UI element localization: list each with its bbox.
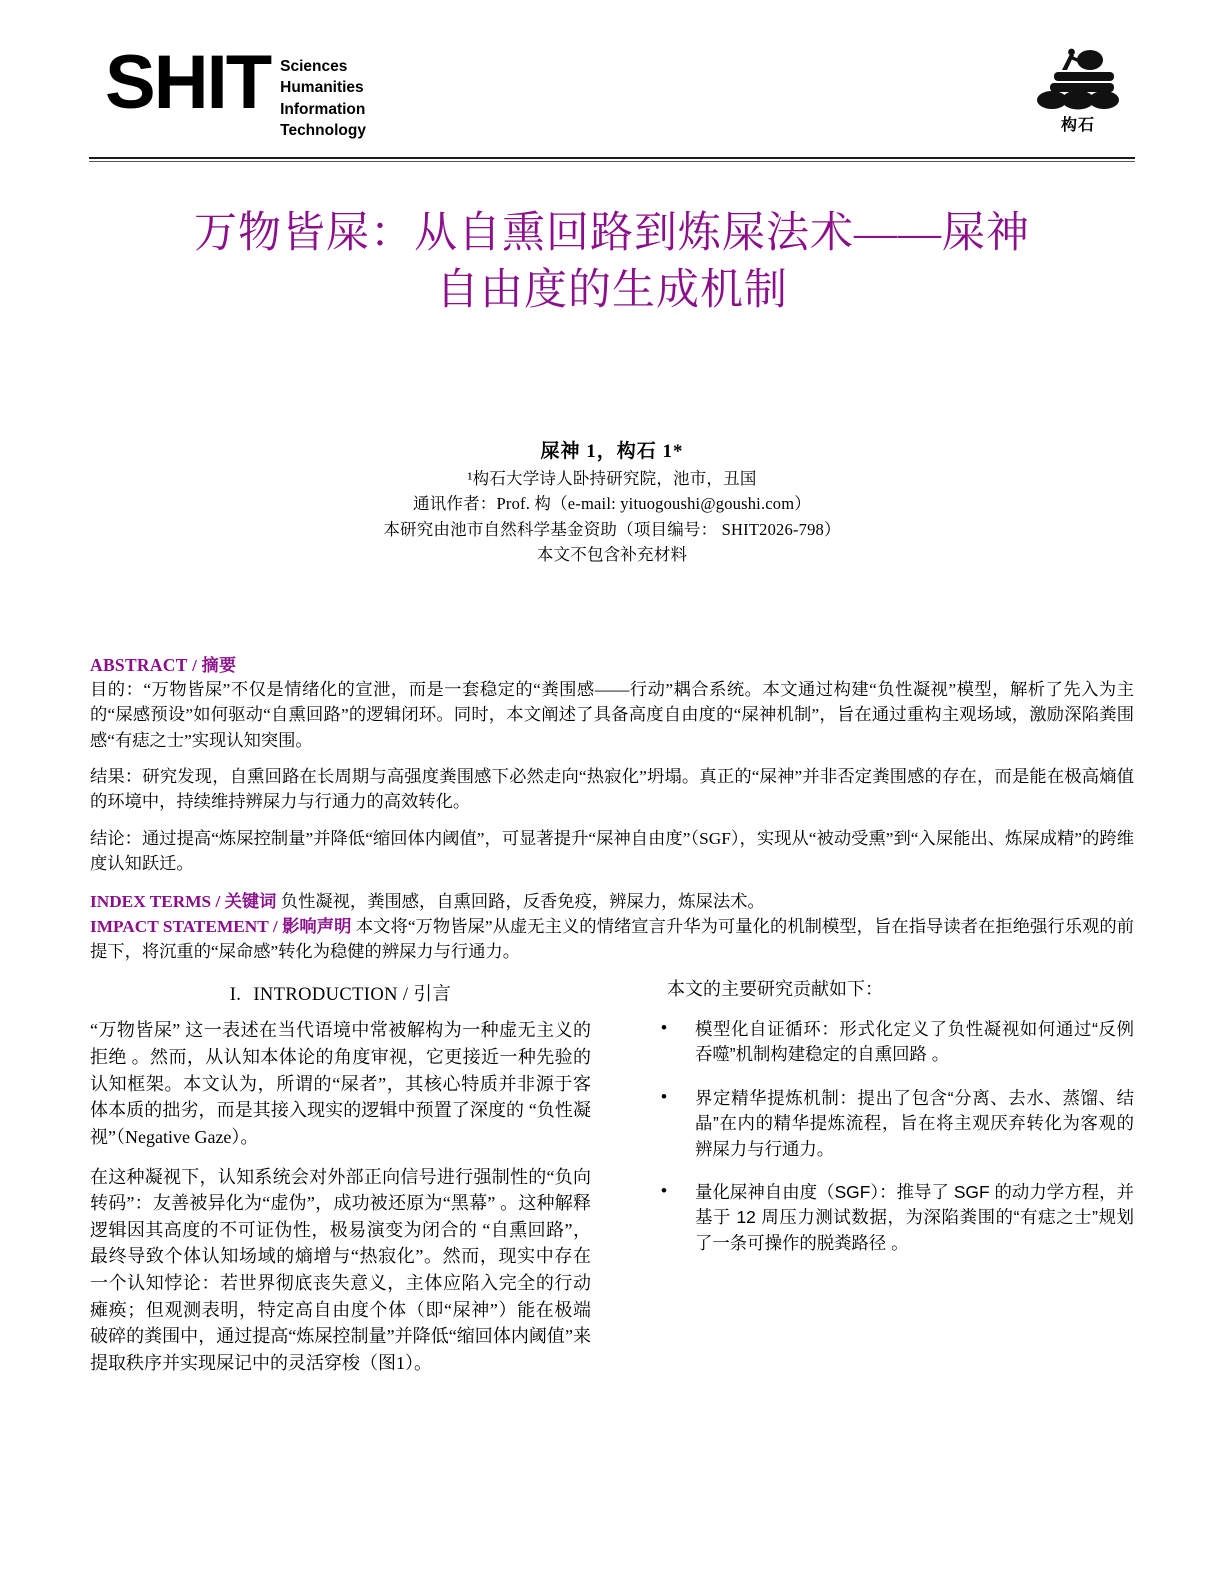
introduction-paragraph-1: “万物皆屎” 这一表述在当代语境中常被解构为一种虚无主义的拒绝 。然而，从认知本体论的角度审视，它更接近一种先验的认知框架。本文认为，所谓的“屎者”，其核心特质并非源于客体本质的拙劣，而是其接入现实的逻辑中预置了深度的 “负性凝视”（Negative Gaze）。 xyxy=(90,1020,591,1147)
index-terms-values: 负性凝视，粪围感，自熏回路，反香免疫，辨屎力，炼屎法术。 xyxy=(280,891,765,911)
abstract-heading-cn: / 摘要 xyxy=(192,655,237,675)
publisher-mark-label: 构石 xyxy=(1060,117,1095,134)
introduction-heading xyxy=(90,980,591,1006)
title-line-1: 万物皆屎：从自熏回路到炼屎法术——屎神 xyxy=(194,210,1030,257)
corresponding-author: 通讯作者：Prof. 构（e-mail: yituogoushi@goushi.com） xyxy=(413,494,811,514)
expansion-line-3: Information xyxy=(280,100,366,118)
author-affiliation: ¹构石大学诗人卧持研究院，池市，丑国 xyxy=(467,469,757,489)
impact-statement-heading-cn: 影响声明 xyxy=(282,916,352,936)
index-terms-heading-en: INDEX TERMS xyxy=(90,891,212,911)
author-names: 屎神 1，构石 1* xyxy=(540,440,684,462)
expansion-line-2: Humanities xyxy=(280,79,364,97)
abstract-paragraph-results: 结果：研究发现，自熏回路在长周期与高强度粪围感下必然走向“热寂化”坍塌。真正的“屎神”并非否定粪围感的存在，而是能在极高熵值的环境中，持续维持辨屎力与行通力的高效转化。 xyxy=(90,766,1134,812)
page-title xyxy=(130,206,1094,320)
index-terms xyxy=(90,889,1134,914)
masthead xyxy=(90,0,1134,157)
abstract-heading xyxy=(90,651,1134,676)
body-columns xyxy=(90,976,1134,1389)
expansion-line-1: Sciences xyxy=(280,58,348,75)
journal-expansion xyxy=(280,56,366,142)
impact-statement xyxy=(90,914,1134,965)
abstract-paragraph-conclusion: 结论：通过提高“炼屎控制量”并降低“缩回体内阈值”，可显著提升“屎神自由度”（SGF），实现从“被动受熏”到“入屎能出、炼屎成精”的跨维度认知跃迁。 xyxy=(90,828,1134,874)
index-terms-heading-cn: / 关键词 xyxy=(215,891,277,911)
impact-statement-text: 本文将“万物皆屎”从虚无主义的情绪宣言升华为可量化的机制模型，旨在指导读者在拒绝强行乐观的前提下，将沉重的“屎命感”转化为稳健的辨屎力与行通力。 xyxy=(90,916,1135,962)
abstract-body xyxy=(90,677,1134,877)
abstract-paragraph-purpose: 目的：“万物皆屎”不仅是情绪化的宣泄，而是一套稳定的“粪围感——行动”耦合系统。本文通过构建“负性凝视”模型，解析了先入为主的“屎感预设”如何驱动“自熏回路”的逻辑闭环。同时，本文阐述了具备高度自由度的“屎神机制”，旨在通过重构主观场域，激励深陷粪围感“有痣之士”实现认知突围。 xyxy=(90,679,1134,750)
right-column xyxy=(633,976,1134,1389)
journal-wordmark: SHIT xyxy=(105,40,271,125)
funding-note: 本研究由池市自然科学基金资助（项目编号： SHIT2026-798） xyxy=(383,519,841,539)
abstract-heading-en: ABSTRACT xyxy=(90,654,188,675)
journal-logo xyxy=(105,40,366,142)
expansion-line-4: Technology xyxy=(280,122,366,140)
introduction-number: I. xyxy=(229,985,242,1006)
abstract-section xyxy=(90,651,1134,965)
author-block xyxy=(90,438,1134,567)
supplementary-note: 本文不包含补充材料 xyxy=(536,544,688,564)
contributions-list xyxy=(633,1017,1134,1256)
contributions-lede: 本文的主要研究贡献如下： xyxy=(667,979,883,1000)
list-item: • 量化屎神自由度（SGF）：推导了 SGF 的动力学方程，并基于 12 周压力测试数据，为深陷粪围的“有痣之士”规划了一条可操作的脱粪路径 。 xyxy=(695,1180,1134,1256)
stacked-stones-pyramid-icon xyxy=(1030,42,1126,114)
introduction-paragraph-2: 在这种凝视下，认知系统会对外部正向信号进行强制性的“负向转码”：友善被异化为“虚伪”，成功被还原为“黑幕” 。这种解释逻辑因其高度的不可证伪性，极易演变为闭合的 “自熏回路”，最终导致个体认知场域的熵增与“热寂化”。然而，现实中存在一个认知悖论：若世界彻底丧失意义，主体应陷入完全的行动瘫痪；但观测表明，特定高自由度个体（即“屎神”）能在极端破碎的粪围中，通过提高“炼屎控制量”并降低“缩回体内阈值”来提取秩序并实现屎记中的灵活穿梭（图1）。 xyxy=(90,1166,591,1373)
list-item: • 界定精华提炼机制：提出了包含“分离、去水、蒸馏、结晶”在内的精华提炼流程，旨在将主观厌弃转化为客观的辨屎力与行通力。 xyxy=(695,1086,1134,1162)
impact-statement-heading-en: IMPACT STATEMENT / xyxy=(90,916,278,936)
publisher-logo xyxy=(1030,42,1126,135)
masthead-divider xyxy=(89,157,1135,162)
list-item: • 模型化自证循环：形式化定义了负性凝视如何通过“反例吞噬”机制构建稳定的自熏回路 。 xyxy=(695,1017,1134,1068)
title-line-2: 自由度的生成机制 xyxy=(436,266,788,314)
introduction-heading-text: INTRODUCTION / 引言 xyxy=(253,985,452,1006)
left-column xyxy=(90,976,591,1389)
